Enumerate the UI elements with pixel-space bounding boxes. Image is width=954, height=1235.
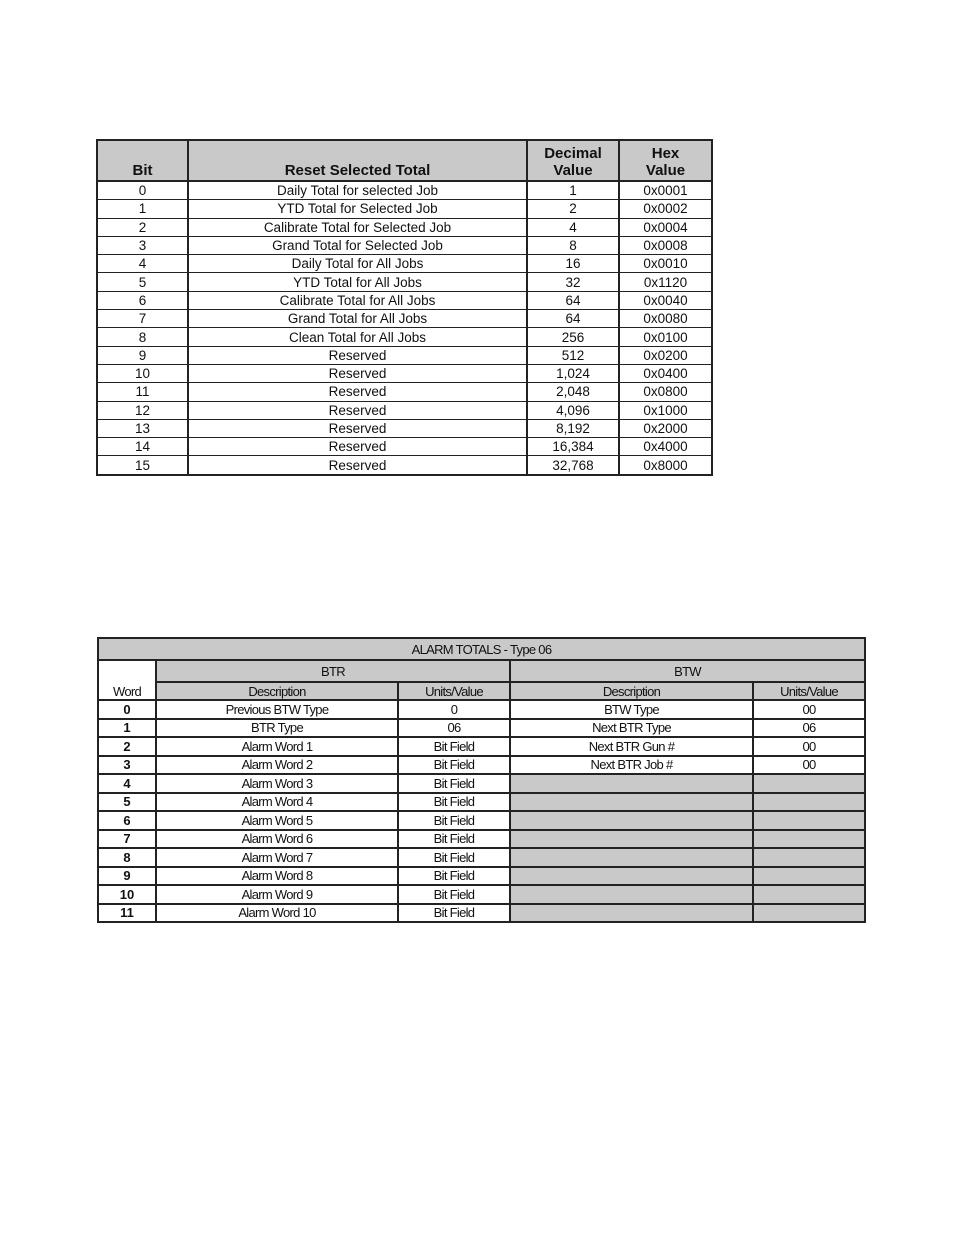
alarm-totals-table <box>97 637 866 923</box>
btr-description-cell: Alarm Word 10 <box>156 904 398 923</box>
table-row <box>98 719 865 738</box>
decimal-value-header <box>527 140 619 181</box>
bit-cell: 2 <box>97 218 188 236</box>
reset-table-header-row <box>97 140 712 181</box>
description-cell: Reserved <box>188 438 527 456</box>
btr-units-value-header: Units/Value <box>398 682 510 700</box>
bit-cell: 5 <box>97 273 188 291</box>
btw-units-value-cell: 00 <box>753 700 865 719</box>
hex-value-cell: 0x0002 <box>619 200 712 218</box>
word-cell: 1 <box>98 719 156 738</box>
btw-description-cell <box>510 811 753 830</box>
word-cell: 5 <box>98 793 156 812</box>
decimal-value-cell: 32 <box>527 273 619 291</box>
decimal-value-cell: 4,096 <box>527 401 619 419</box>
decimal-value-cell: 8,192 <box>527 419 619 437</box>
bit-cell: 13 <box>97 419 188 437</box>
btw-description-cell: BTW Type <box>510 700 753 719</box>
btw-description-cell <box>510 885 753 904</box>
decimal-value-cell: 16,384 <box>527 438 619 456</box>
hex-value-cell: 0x1120 <box>619 273 712 291</box>
btr-description-cell: Alarm Word 7 <box>156 848 398 867</box>
btr-units-value-cell: Bit Field <box>398 756 510 775</box>
btr-units-value-cell: 06 <box>398 719 510 738</box>
table-row <box>97 456 712 475</box>
hex-value-cell: 0x0040 <box>619 291 712 309</box>
table-row <box>97 236 712 254</box>
hex-value-cell: 0x0010 <box>619 255 712 273</box>
decimal-value-cell: 256 <box>527 328 619 346</box>
btw-description-cell <box>510 774 753 793</box>
hex-header-line1: Hex <box>651 145 680 162</box>
btr-description-cell: Alarm Word 9 <box>156 885 398 904</box>
decimal-value-cell: 16 <box>527 255 619 273</box>
description-cell: Calibrate Total for Selected Job <box>188 218 527 236</box>
btw-units-value-cell <box>753 774 865 793</box>
description-cell: Reserved <box>188 346 527 364</box>
table-row <box>98 830 865 849</box>
btw-units-value-cell <box>753 793 865 812</box>
table-row <box>98 811 865 830</box>
btw-description-cell: Next BTR Gun # <box>510 737 753 756</box>
btw-units-value-header: Units/Value <box>753 682 865 700</box>
table-row <box>97 255 712 273</box>
btw-description-cell <box>510 793 753 812</box>
decimal-value-cell: 8 <box>527 236 619 254</box>
btw-description-cell: Next BTR Type <box>510 719 753 738</box>
btr-description-cell: Alarm Word 8 <box>156 867 398 886</box>
hex-value-cell: 0x0200 <box>619 346 712 364</box>
btr-description-cell: Alarm Word 2 <box>156 756 398 775</box>
hex-value-cell: 0x4000 <box>619 438 712 456</box>
word-cell: 8 <box>98 848 156 867</box>
table-row <box>97 383 712 401</box>
description-cell: Reserved <box>188 383 527 401</box>
description-cell: Grand Total for Selected Job <box>188 236 527 254</box>
description-cell: Reserved <box>188 419 527 437</box>
table-row <box>98 885 865 904</box>
decimal-value-cell: 64 <box>527 310 619 328</box>
decimal-value-cell: 1,024 <box>527 364 619 382</box>
btr-description-header: Description <box>156 682 398 700</box>
btw-description-header: Description <box>510 682 753 700</box>
btr-units-value-cell: Bit Field <box>398 848 510 867</box>
hex-value-cell: 0x0080 <box>619 310 712 328</box>
btr-units-value-cell: Bit Field <box>398 867 510 886</box>
btr-description-cell: BTR Type <box>156 719 398 738</box>
description-cell: Clean Total for All Jobs <box>188 328 527 346</box>
btw-description-cell: Next BTR Job # <box>510 756 753 775</box>
btw-description-cell <box>510 904 753 923</box>
table-row <box>97 364 712 382</box>
table-row <box>97 346 712 364</box>
btr-header: BTR <box>156 660 510 682</box>
table-row <box>97 181 712 200</box>
hex-value-cell: 0x0400 <box>619 364 712 382</box>
btr-units-value-cell: 0 <box>398 700 510 719</box>
decimal-value-cell: 64 <box>527 291 619 309</box>
word-cell: 7 <box>98 830 156 849</box>
table-row <box>98 700 865 719</box>
word-cell: 9 <box>98 867 156 886</box>
bit-cell: 10 <box>97 364 188 382</box>
bit-cell: 14 <box>97 438 188 456</box>
word-cell: 2 <box>98 737 156 756</box>
btw-description-cell <box>510 867 753 886</box>
description-cell: Grand Total for All Jobs <box>188 310 527 328</box>
decimal-value-cell: 32,768 <box>527 456 619 475</box>
btw-units-value-cell <box>753 904 865 923</box>
description-cell: Reserved <box>188 401 527 419</box>
btr-units-value-cell: Bit Field <box>398 811 510 830</box>
word-header: Word <box>98 660 156 700</box>
hex-value-cell: 0x0004 <box>619 218 712 236</box>
btr-units-value-cell: Bit Field <box>398 737 510 756</box>
description-cell: Calibrate Total for All Jobs <box>188 291 527 309</box>
description-cell: YTD Total for Selected Job <box>188 200 527 218</box>
word-cell: 4 <box>98 774 156 793</box>
bit-cell: 4 <box>97 255 188 273</box>
btr-units-value-cell: Bit Field <box>398 793 510 812</box>
hex-value-header <box>619 140 712 181</box>
btr-units-value-cell: Bit Field <box>398 774 510 793</box>
bit-cell: 9 <box>97 346 188 364</box>
hex-value-cell: 0x0800 <box>619 383 712 401</box>
word-cell: 3 <box>98 756 156 775</box>
bit-cell: 8 <box>97 328 188 346</box>
description-cell: Reserved <box>188 364 527 382</box>
word-cell: 0 <box>98 700 156 719</box>
hex-value-cell: 0x0008 <box>619 236 712 254</box>
btw-units-value-cell <box>753 811 865 830</box>
btr-description-cell: Alarm Word 3 <box>156 774 398 793</box>
btr-description-cell: Alarm Word 5 <box>156 811 398 830</box>
decimal-value-cell: 2 <box>527 200 619 218</box>
table-row <box>97 218 712 236</box>
alarm-totals-title: ALARM TOTALS - Type 06 <box>98 638 865 660</box>
reset-selected-total-header: Reset Selected Total <box>188 140 527 181</box>
btw-units-value-cell <box>753 867 865 886</box>
hex-value-cell: 0x2000 <box>619 419 712 437</box>
decimal-header-line1: Decimal <box>544 145 602 162</box>
bit-cell: 15 <box>97 456 188 475</box>
table-row <box>97 419 712 437</box>
decimal-value-cell: 1 <box>527 181 619 200</box>
table-row <box>98 793 865 812</box>
hex-value-cell: 0x1000 <box>619 401 712 419</box>
btw-description-cell <box>510 848 753 867</box>
table-row <box>97 200 712 218</box>
table-row <box>98 848 865 867</box>
bit-header: Bit <box>97 140 188 181</box>
btr-units-value-cell: Bit Field <box>398 885 510 904</box>
btw-description-cell <box>510 830 753 849</box>
bit-cell: 1 <box>97 200 188 218</box>
btr-units-value-cell: Bit Field <box>398 830 510 849</box>
decimal-value-cell: 4 <box>527 218 619 236</box>
btw-units-value-cell <box>753 830 865 849</box>
bit-cell: 11 <box>97 383 188 401</box>
table-row <box>98 904 865 923</box>
btw-units-value-cell <box>753 848 865 867</box>
btw-units-value-cell <box>753 885 865 904</box>
table-row <box>98 774 865 793</box>
btw-header: BTW <box>510 660 865 682</box>
table-row <box>97 328 712 346</box>
decimal-value-cell: 2,048 <box>527 383 619 401</box>
table-row <box>97 438 712 456</box>
description-cell: Daily Total for All Jobs <box>188 255 527 273</box>
btw-units-value-cell: 06 <box>753 719 865 738</box>
word-cell: 11 <box>98 904 156 923</box>
table-row <box>97 401 712 419</box>
table-row <box>97 273 712 291</box>
bit-cell: 3 <box>97 236 188 254</box>
bit-cell: 0 <box>97 181 188 200</box>
bit-cell: 7 <box>97 310 188 328</box>
bit-cell: 12 <box>97 401 188 419</box>
description-cell: Daily Total for selected Job <box>188 181 527 200</box>
word-cell: 10 <box>98 885 156 904</box>
btw-units-value-cell: 00 <box>753 756 865 775</box>
description-cell: YTD Total for All Jobs <box>188 273 527 291</box>
hex-value-cell: 0x0100 <box>619 328 712 346</box>
word-cell: 6 <box>98 811 156 830</box>
btr-description-cell: Alarm Word 1 <box>156 737 398 756</box>
btr-units-value-cell: Bit Field <box>398 904 510 923</box>
btw-units-value-cell: 00 <box>753 737 865 756</box>
table-row <box>98 867 865 886</box>
btr-description-cell: Previous BTW Type <box>156 700 398 719</box>
btr-description-cell: Alarm Word 6 <box>156 830 398 849</box>
table-row <box>97 291 712 309</box>
hex-value-cell: 0x0001 <box>619 181 712 200</box>
hex-header-line2: Value <box>645 162 686 179</box>
table-row <box>98 737 865 756</box>
table-row <box>97 310 712 328</box>
bit-cell: 6 <box>97 291 188 309</box>
btr-description-cell: Alarm Word 4 <box>156 793 398 812</box>
hex-value-cell: 0x8000 <box>619 456 712 475</box>
table-row <box>98 756 865 775</box>
description-cell: Reserved <box>188 456 527 475</box>
decimal-value-cell: 512 <box>527 346 619 364</box>
reset-selected-total-table <box>96 139 713 476</box>
decimal-header-line2: Value <box>553 162 593 179</box>
